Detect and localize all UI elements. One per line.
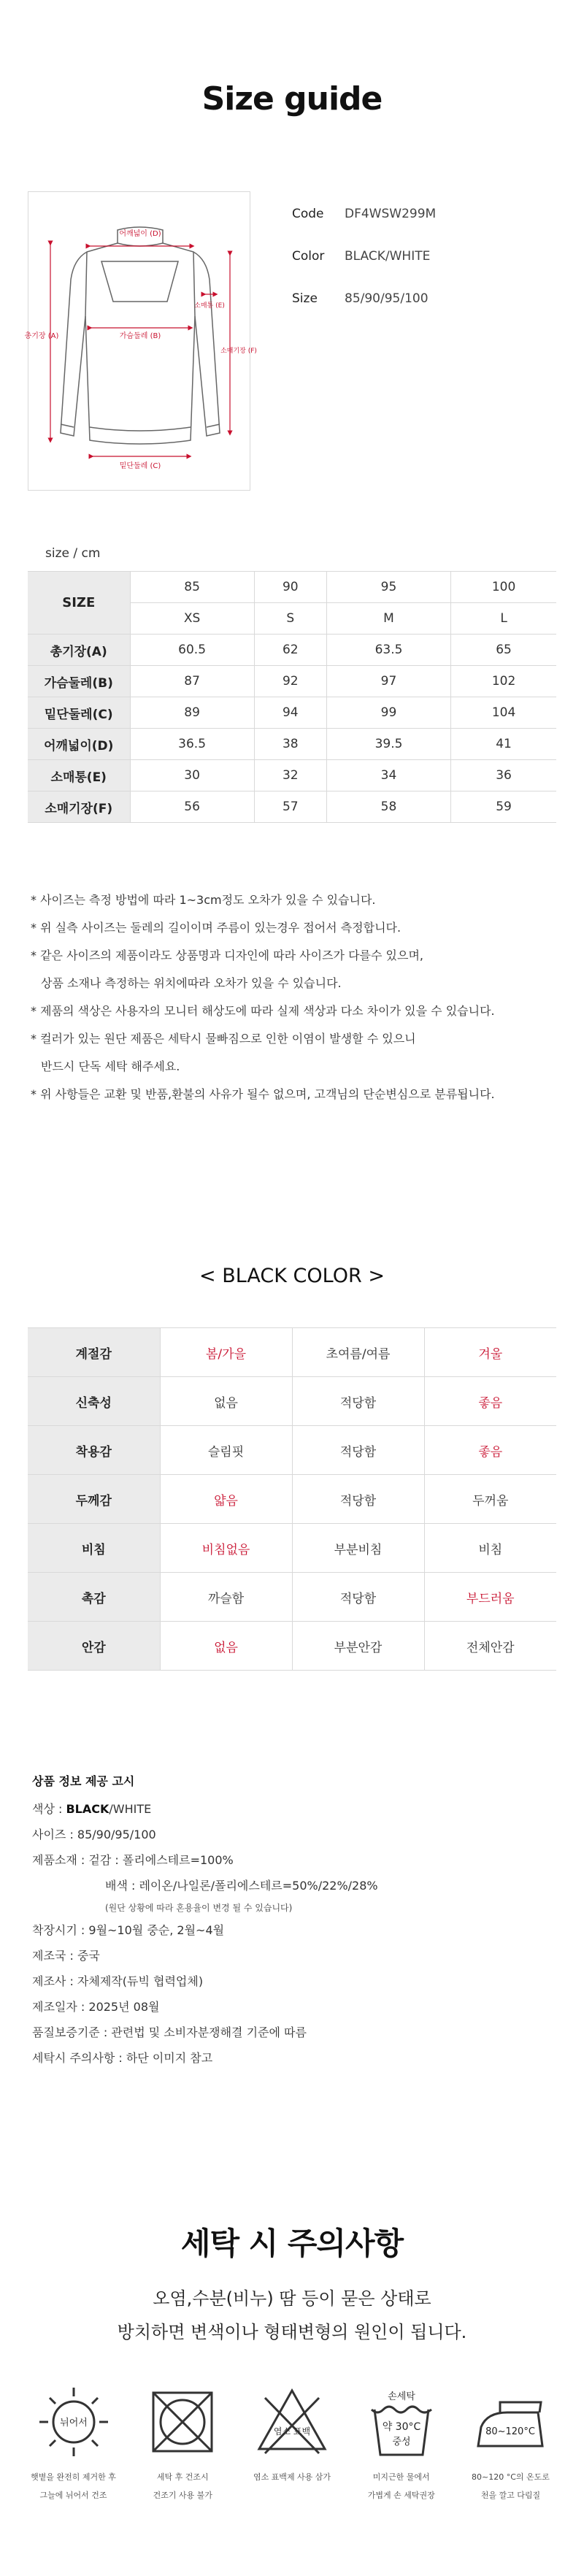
- wash-subtitle-line: 오염,수분(비누) 땀 등이 묻은 상태로: [153, 2288, 431, 2309]
- feel-option: 봄/가을: [160, 1328, 292, 1377]
- feel-option: 좋음: [424, 1377, 556, 1426]
- fabric-feel-table: [28, 1327, 556, 1671]
- svg-text:뉘어서: 뉘어서: [59, 2418, 88, 2429]
- care-caption: 80~120 °C의 온도로 천을 깔고 다림질: [472, 2472, 550, 2500]
- feel-label: 촉감: [28, 1573, 160, 1622]
- feel-label: 안감: [28, 1622, 160, 1671]
- wash-subtitle: [0, 2282, 584, 2349]
- label-sleeve-length: 소매기장 (F): [220, 348, 257, 355]
- info-size: 사이즈 : 85/90/95/100: [32, 1828, 156, 1841]
- feel-option: 까슬함: [160, 1573, 292, 1622]
- svg-text:약 30°C: 약 30°C: [382, 2421, 421, 2433]
- value-cell: 102: [451, 666, 556, 697]
- feel-option: 적당함: [292, 1573, 424, 1622]
- size-notes: [31, 886, 495, 1108]
- feel-option: 부분비침: [292, 1524, 424, 1573]
- feel-label: 비침: [28, 1524, 160, 1573]
- iron-icon: [471, 2382, 551, 2462]
- letter-cell: M: [326, 603, 450, 635]
- value-cell: 97: [326, 666, 450, 697]
- value-cell: 56: [130, 791, 254, 823]
- note-line: 반드시 단독 세탁 해주세요.: [41, 1059, 180, 1073]
- feel-option: 두꺼움: [424, 1475, 556, 1524]
- size-cell: 95: [326, 572, 450, 603]
- value-cell: 39.5: [326, 729, 450, 760]
- size-cell: 100: [451, 572, 556, 603]
- table-row: [28, 697, 556, 729]
- care-item: [137, 2382, 228, 2504]
- value-cell: 30: [130, 760, 254, 791]
- feel-option: 적당함: [292, 1377, 424, 1426]
- meta-value: DF4WSW299M: [345, 207, 437, 221]
- feel-label: 계절감: [28, 1328, 160, 1377]
- feel-label: 착용감: [28, 1426, 160, 1475]
- note-line: * 위 사항들은 교환 및 반품,환불의 사유가 될수 없으며, 고객님의 단순변심으로 분류됩니다.: [31, 1087, 495, 1101]
- label-total: 총기장 (A): [24, 332, 59, 340]
- note-line: * 위 실측 사이즈는 둘레의 길이이며 주름이 있는경우 접어서 측정합니다.: [31, 921, 402, 935]
- row-label: 소매기장(F): [28, 791, 130, 823]
- feel-option: 슬림핏: [160, 1426, 292, 1475]
- feel-option: 부드러움: [424, 1573, 556, 1622]
- row-label: 가슴둘레(B): [28, 666, 130, 697]
- svg-text:중성: 중성: [392, 2437, 411, 2447]
- value-cell: 36.5: [130, 729, 254, 760]
- value-cell: 104: [451, 697, 556, 729]
- feel-label: 신축성: [28, 1377, 160, 1426]
- label-sleeve-width: 소매통 (E): [194, 302, 225, 310]
- meta-label: Color: [292, 249, 325, 264]
- table-row: [28, 635, 556, 666]
- care-item: [28, 2382, 119, 2504]
- info-country: 제조국 : 중국: [32, 1949, 100, 1963]
- product-meta: [292, 207, 436, 334]
- row-label: 어깨넓이(D): [28, 729, 130, 760]
- feel-option: 얇음: [160, 1475, 292, 1524]
- value-cell: 36: [451, 760, 556, 791]
- meta-value: BLACK/WHITE: [345, 249, 431, 264]
- value-cell: 89: [130, 697, 254, 729]
- svg-text:손세탁: 손세탁: [387, 2391, 415, 2402]
- value-cell: 65: [451, 635, 556, 666]
- table-row: [28, 1426, 556, 1475]
- info-heading: 상품 정보 제공 고시: [32, 1774, 135, 1788]
- info-material-note: (원단 상황에 따라 혼용율이 변경 될 수 있습니다): [105, 1903, 293, 1913]
- info-season: 착장시기 : 9월~10월 중순, 2월~4월: [32, 1923, 225, 1937]
- value-cell: 99: [326, 697, 450, 729]
- note-line: * 컬러가 있는 원단 제품은 세탁시 물빠짐으로 인한 이염이 발생할 수 있으니: [31, 1032, 416, 1046]
- wash-subtitle-line: 방치하면 변색이나 형태변형의 원인이 됩니다.: [117, 2322, 467, 2342]
- label-hem: 밑단둘레 (C): [119, 462, 161, 470]
- value-cell: 41: [451, 729, 556, 760]
- hand-wash-icon: [361, 2382, 442, 2462]
- note-line: * 사이즈는 측정 방법에 따라 1~3cm정도 오차가 있을 수 있습니다.: [31, 893, 376, 907]
- info-care: 세탁시 주의사항 : 하단 이미지 참고: [32, 2051, 213, 2065]
- product-info-notice: [32, 1768, 378, 2071]
- meta-color: [292, 249, 436, 291]
- feel-option: 전체안감: [424, 1622, 556, 1671]
- feel-option: 없음: [160, 1377, 292, 1426]
- label-shoulder: 어깨넓이 (D): [119, 230, 161, 238]
- info-quality: 품질보증기준 : 관련법 및 소비자분쟁해결 기준에 따름: [32, 2025, 307, 2039]
- table-row: [28, 572, 556, 603]
- info-date: 제조일자 : 2025년 08월: [32, 2000, 160, 2014]
- value-cell: 92: [254, 666, 326, 697]
- row-label: 총기장(A): [28, 635, 130, 666]
- care-item: [356, 2382, 447, 2504]
- feel-option: 적당함: [292, 1475, 424, 1524]
- care-caption: 미지근한 물에서 가볍게 손 세탁권장: [367, 2472, 435, 2500]
- note-line: * 제품의 색상은 사용자의 모니터 해상도에 따라 실제 색상과 다소 차이가 있을 수 있습니다.: [31, 1004, 495, 1018]
- feel-option: 적당함: [292, 1426, 424, 1475]
- feel-option: 없음: [160, 1622, 292, 1671]
- care-icons: [28, 2382, 556, 2504]
- meta-label: Size: [292, 291, 318, 306]
- table-row: [28, 1377, 556, 1426]
- feel-option: 초여름/여름: [292, 1328, 424, 1377]
- sweater-illustration: [24, 192, 257, 491]
- value-cell: 34: [326, 760, 450, 791]
- row-label: 소매통(E): [28, 760, 130, 791]
- feel-option: 비침: [424, 1524, 556, 1573]
- value-cell: 63.5: [326, 635, 450, 666]
- no-bleach-icon: [252, 2382, 332, 2462]
- meta-label: Code: [292, 207, 324, 221]
- feel-option: 좋음: [424, 1426, 556, 1475]
- no-tumble-dry-icon: [142, 2382, 223, 2462]
- value-cell: 32: [254, 760, 326, 791]
- value-cell: 57: [254, 791, 326, 823]
- value-cell: 38: [254, 729, 326, 760]
- size-cell: 90: [254, 572, 326, 603]
- svg-text:염소 표백: 염소 표백: [273, 2426, 311, 2437]
- letter-cell: L: [451, 603, 556, 635]
- value-cell: 58: [326, 791, 450, 823]
- info-color: 색상 : BLACK/WHITE: [32, 1802, 152, 1816]
- wash-title: 세탁 시 주의사항: [180, 2226, 404, 2261]
- table-row: [28, 1622, 556, 1671]
- color-section-title: < BLACK COLOR >: [199, 1265, 385, 1287]
- care-item: [465, 2382, 556, 2504]
- table-row: [28, 729, 556, 760]
- letter-cell: S: [254, 603, 326, 635]
- care-item: [247, 2382, 338, 2504]
- line-dry-icon: [34, 2382, 114, 2462]
- info-material: 제품소재 : 겉감 : 폴리에스테르=100%: [32, 1853, 234, 1867]
- table-row: [28, 1328, 556, 1377]
- table-row: [28, 666, 556, 697]
- value-cell: 87: [130, 666, 254, 697]
- meta-code: [292, 207, 436, 249]
- value-cell: 94: [254, 697, 326, 729]
- value-cell: 59: [451, 791, 556, 823]
- size-header: SIZE: [28, 572, 130, 635]
- info-maker: 제조사 : 자체제작(듀빅 협력업체): [32, 1974, 204, 1988]
- svg-text:80~120°C: 80~120°C: [485, 2426, 535, 2437]
- label-chest: 가슴둘레 (B): [119, 332, 161, 340]
- table-row: [28, 1524, 556, 1573]
- note-line: * 같은 사이즈의 제품이라도 상품명과 디자인에 따라 사이즈가 다를수 있으며,: [31, 948, 423, 962]
- letter-cell: XS: [130, 603, 254, 635]
- note-line: 상품 소재나 측정하는 위치에따라 오차가 있을 수 있습니다.: [41, 976, 342, 990]
- care-caption: 햇볕을 완전히 제거한 후 그늘에 뉘어서 건조: [31, 2472, 116, 2500]
- row-label: 밑단둘레(C): [28, 697, 130, 729]
- feel-option: 부분안감: [292, 1622, 424, 1671]
- care-caption: 염소 표백제 사용 삼가: [253, 2472, 331, 2482]
- unit-label: size / cm: [45, 546, 101, 561]
- care-caption: 세탁 후 건조시 건조기 사용 불가: [153, 2472, 212, 2500]
- page-title: Size guide: [201, 80, 383, 118]
- value-cell: 60.5: [130, 635, 254, 666]
- table-row: [28, 1573, 556, 1622]
- size-cell: 85: [130, 572, 254, 603]
- info-material-trim: 배색 : 레이온/나일론/폴리에스테르=50%/22%/28%: [105, 1879, 378, 1893]
- table-row: [28, 1475, 556, 1524]
- table-row: [28, 760, 556, 791]
- value-cell: 62: [254, 635, 326, 666]
- feel-option: 겨울: [424, 1328, 556, 1377]
- feel-option: 비침없음: [160, 1524, 292, 1573]
- measurement-diagram: [24, 191, 257, 491]
- meta-value: 85/90/95/100: [345, 291, 429, 306]
- feel-label: 두께감: [28, 1475, 160, 1524]
- size-table: [28, 571, 556, 823]
- table-row: [28, 791, 556, 823]
- meta-size: [292, 291, 436, 334]
